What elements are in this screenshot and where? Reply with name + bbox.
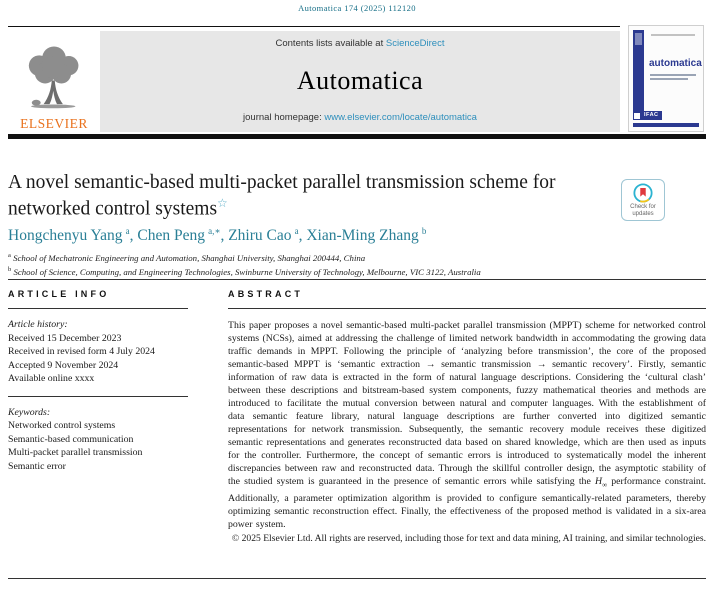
cover-journal-name: automatica [649,58,702,69]
ifac-emblem-icon [633,112,641,120]
article-history-item: Accepted 9 November 2024 [8,359,119,371]
article-info-rule [8,308,188,309]
author: Hongchenyu Yang $^a$ [8,226,130,245]
author-list [8,226,426,245]
keywords-label: Keywords: [8,406,51,418]
keyword-item: Semantic error [8,460,66,472]
article-history-item: Received in revised form 4 July 2024 [8,346,155,357]
affiliation: $^a$ School of Mechatronic Engineering and Automation, Shanghai University, Shanghai 200444, China [8,252,366,263]
article-history-label: Article history: [8,319,68,330]
header-top-rule [8,26,620,27]
author-affiliation-sup: a,∗ [208,226,221,236]
ifac-logo [633,111,662,120]
author-affiliation-sup: b [421,226,427,236]
cover-bottom-bar [633,123,699,127]
journal-cover-thumbnail [628,25,704,132]
author: Xian-Ming Zhang $^b$ [306,226,427,245]
homepage-prefix: journal homepage: [243,112,325,123]
author: Chen Peng $^{a,∗}$ [137,226,221,245]
article-title-text: A novel semantic-based multi-packet parallel transmission scheme for networked control systems [8,172,556,220]
cover-text-placeholder [650,74,696,76]
title-footnote-star[interactable]: ☆ [217,195,228,210]
author-separator: , [129,227,138,245]
elsevier-logo [10,31,98,132]
affiliations [8,251,481,279]
homepage-line [243,112,477,123]
abstract-column [228,289,706,545]
article-history-item: Received 15 December 2023 [8,332,122,344]
journal-homepage-link[interactable]: www.elsevier.com/locate/automatica [324,112,477,123]
affiliation: $^b$ School of Science, Computing, and Engineering Technologies, Swinburne University of Technology, Melbourne, VIC 3122, Australia [8,266,481,278]
abstract-part2: performance constraint. Additionally, a parameter optimization algorithm is provided to configure semantically-related parameters, thereby optimizing semantic reconstruction effect. Finally, the effectiveness of the proposed method is validated in a six-area power system. [228,476,706,530]
keyword-item: Networked control systems [8,420,116,431]
footer-rule [8,578,706,579]
article-title [8,171,614,222]
cover-text-placeholder [650,78,688,80]
article-info-column [8,289,208,545]
keywords-rule [8,396,188,397]
keyword-item: Multi-packet parallel transmission [8,447,143,458]
elsevier-wordmark: ELSEVIER [20,116,88,131]
article-info-heading: ARTICLE INFO [8,289,110,299]
abstract-rule [228,308,706,309]
abstract-text [228,319,706,531]
ifac-label: IFAC [641,111,662,120]
author: Zhiru Cao $^a$ [228,226,299,245]
journal-header-banner [100,31,620,132]
cover-text-placeholder [651,34,695,36]
author-separator: , [298,227,307,245]
journal-title: Automatica [296,65,424,95]
contents-list-prefix: Contents lists available at [275,38,386,49]
affiliation-divider [8,279,706,280]
check-badge-label: Check for updates [630,203,656,217]
author-affiliation-sup: a [294,226,299,236]
copyright-notice: © 2025 Elsevier Ltd. All rights are reserved, including those for text and data mining, AI training, and similar technologies. [231,532,706,544]
article-body [8,289,706,545]
sciencedirect-link[interactable]: ScienceDirect [385,38,445,49]
article-history-item: Available online xxxx [8,373,95,384]
journal-citation: Automatica 174 (2025) 112120 [298,3,416,13]
h-infinity-symbol: $H_\infty$ [594,476,608,489]
cover-emblem [635,33,642,45]
keyword-item: Semantic-based communication [8,433,134,445]
abstract-part1: This paper proposes a novel semantic-based multi-packet parallel transmission (MPPT) scheme for networked control systems (NCSs), aimed at addressing the challenge of limited network bandwidth in accommodating the growing data traffic demands in MPPT. Following the principle of ‘analyzing before transmission’, the core of the proposed semantic-based MPPT is ‘semantic extraction → semantic transmission → semantic recovery’. Firstly, semantic information of raw data is extracted in the form of natural language descriptions. Considering the ‘cultural clash’ between these descriptions and bitstream-based system components, fuzzy mathematical theories and methods are introduced to facilitate the mutual conversion between natural and computer languages. With the establishment of data semantic feature library, natural language descriptions are further converted into digitized semantic representations for network transmission. Subsequently, the semantic recovery module receives these digitized semantic representations and generates reconstructed data based on shared knowledge, which are then used as inputs for the controller. Furthermore, the concept of semantic errors is introduced to systematically model the inherent discrepancies between raw and reconstructed data. Through the skillful controller design, the asymptotic stability of the studied system is guaranteed in the presence of semantic errors while satisfying the [228,320,706,487]
contents-list-line [276,38,445,49]
abstract-heading: ABSTRACT [228,289,304,299]
check-for-updates-badge[interactable] [621,179,665,221]
author-separator: , [220,227,229,245]
elsevier-tree-icon [17,43,91,115]
check-updates-bookmark-icon [633,183,653,203]
author-affiliation-sup: a [125,226,130,236]
header-divider-bar [8,134,706,139]
